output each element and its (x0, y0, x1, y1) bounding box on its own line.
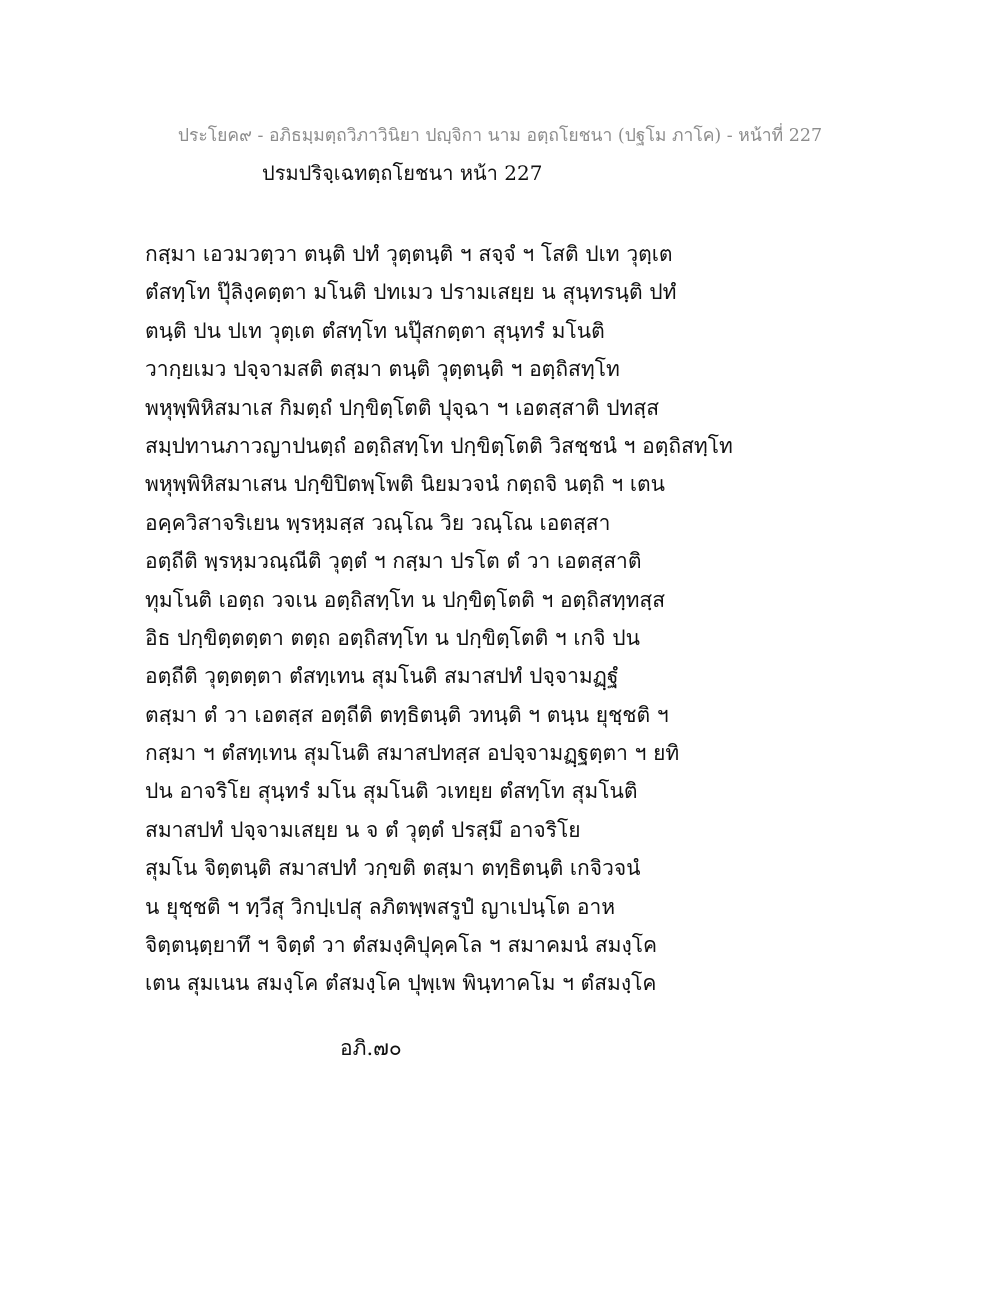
body-line: พหุพฺพิหิสมาเส กิมตฺถํ ปกฺขิตฺโตติ ปุจฺฉา ฯ เอตสฺสาติ ปทสฺส (145, 395, 660, 420)
body-text (145, 235, 905, 1003)
body-line: อคฺควิสาจริเยน พฺรหฺมสฺส วณฺโณ วิย วณฺโณ เอตสฺสา (145, 510, 611, 535)
section-title: ปรมปริจฺเฉทตฺถโยชนา หน้า 227 (262, 161, 543, 185)
body-line: ปน อาจริโย สุนฺทรํ มโน สุมโนติ วเทยฺย ตํสทฺโท สุมโนติ (145, 779, 638, 804)
page-reference: อภิ.๗๐ (340, 1036, 402, 1060)
body-line: อตฺถีติ พฺรหฺมวณฺณีติ วุตฺตํ ฯ กสฺมา ปรโต ตํ วา เอตสฺสาติ (145, 549, 642, 574)
body-line: เตน สุมเนน สมงฺโค ตํสมงฺโค ปุพฺเพ พินฺทาคโม ฯ ตํสมงฺโค (145, 971, 657, 996)
running-header: ประโยค๙ - อภิธมฺมตฺถวิภาวินิยา ปญฺจิกา นาม อตฺถโยชนา (ปฐโม ภาโค) - หน้าที่ 227 (177, 126, 823, 146)
body-line: วากฺยเมว ปจฺจามสติ ตสฺมา ตนฺติ วุตฺตนฺติ ฯ อตฺถิสทฺโท (145, 357, 620, 382)
body-line: สมฺปทานภาวญาปนตฺถํ อตฺถิสทฺโท ปกฺขิตฺโตติ วิสชฺชนํ ฯ อตฺถิสทฺโท (145, 433, 733, 458)
body-line: ทุมโนติ เอตฺถ วจเน อตฺถิสทฺโท น ปกฺขิตฺโตติ ฯ อตฺถิสทฺทสฺส (145, 587, 666, 612)
body-line: กสฺมา ฯ ตํสทฺเทน สุมโนติ สมาสปทสฺส อปจฺจามฏฺฐตฺตา ฯ ยทิ (145, 741, 680, 766)
body-line: สมาสปทํ ปจฺจามเสยฺย น จ ตํ วุตฺตํ ปรสฺมึ อาจริโย (145, 817, 581, 842)
body-line: ตํสทฺโท ปุ๊ลิงฺคตฺตา มโนติ ปทเมว ปรามเสยฺย น สุนฺทรนฺติ ปทํ (145, 280, 677, 305)
body-line: น ยุชฺชติ ฯ ทฺวีสุ วิกปฺเปสุ ลภิตพฺพสรูปํ ญาเปนฺโต อาห (145, 894, 616, 919)
body-line: สุมโน จิตฺตนฺติ สมาสปทํ วกฺขติ ตสฺมา ตทฺธิตนฺติ เกจิวจนํ (145, 856, 641, 881)
body-line: พหุพฺพิหิสมาเสน ปกฺขิปิตพฺโพติ นิยมวจนํ กตฺถจิ นตฺถิ ฯ เตน (145, 472, 666, 497)
body-line: จิตฺตนฺตฺยาทึ ฯ จิตฺตํ วา ตํสมงฺคิปุคฺคโล ฯ สมาคมนํ สมงฺโค (145, 933, 658, 958)
body-line: อิธ ปกฺขิตฺตตฺตา ตตฺถ อตฺถิสทฺโท น ปกฺขิตฺโตติ ฯ เกจิ ปน (145, 625, 640, 650)
body-line: ตสฺมา ตํ วา เอตสฺส อตฺถีติ ตทฺธิตนฺติ วทนฺติ ฯ ตนฺน ยุชฺชติ ฯ (145, 702, 669, 727)
body-line: ตนฺติ ปน ปเท วุตฺเต ตํสทฺโท นปุ๊สกตฺตา สุนฺทรํ มโนติ (145, 318, 605, 343)
body-line: อตฺถีติ วุตฺตตฺตา ตํสทฺเทน สุมโนติ สมาสปทํ ปจฺจามฏฺฐํ (145, 664, 619, 689)
body-line: กสฺมา เอวมวตฺวา ตนฺติ ปทํ วุตฺตนฺติ ฯ สจฺจํ ฯ โสติ ปเท วุตฺเต (145, 242, 673, 266)
